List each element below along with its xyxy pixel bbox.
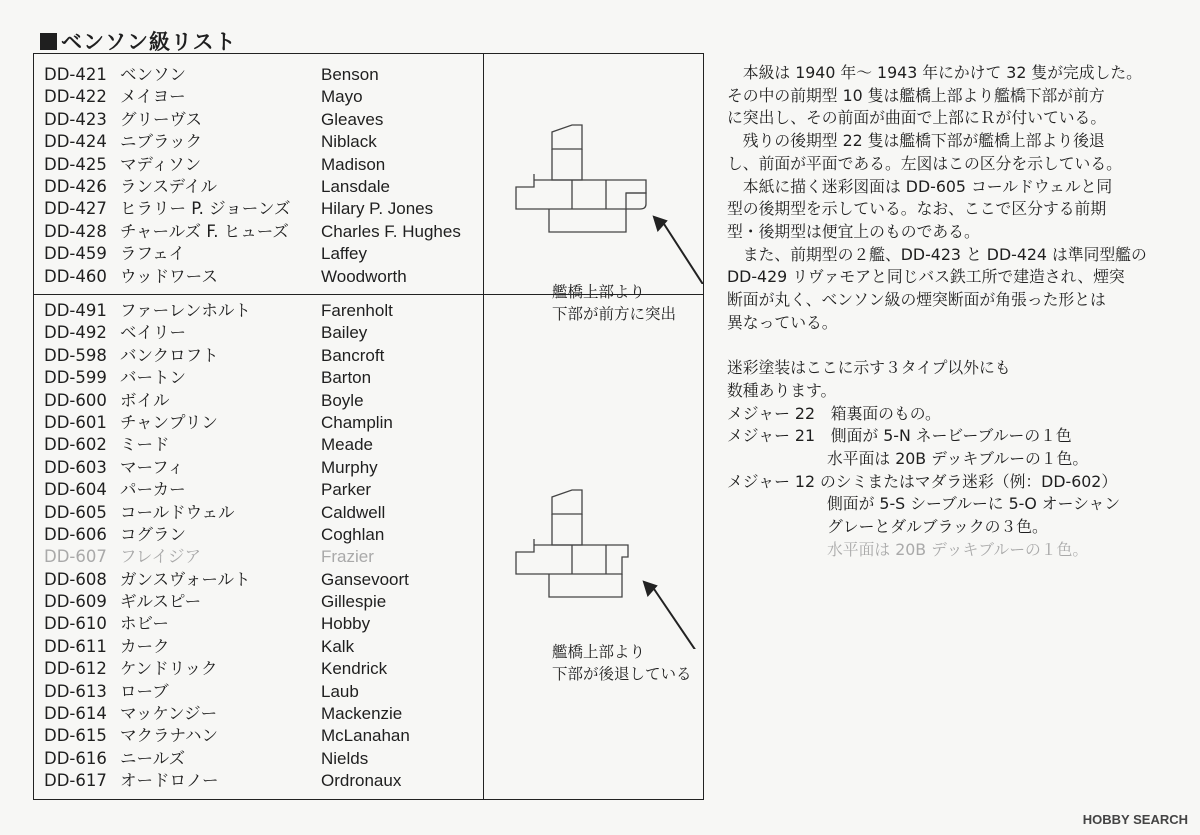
- diagram-early-line2: 下部が前方に突出: [552, 305, 677, 323]
- ship-name-en: Bancroft: [321, 345, 385, 365]
- ship-name-jp: ミード: [120, 435, 170, 455]
- ship-name-jp: ローブ: [120, 681, 169, 701]
- ship-row: [44, 569, 484, 591]
- bridge-late-svg: [504, 489, 734, 649]
- hull-number: DD-421: [44, 65, 107, 84]
- ship-name-jp: ケンドリック: [120, 659, 218, 679]
- class-description: [727, 62, 1177, 334]
- hull-number: DD-613: [44, 681, 107, 701]
- hull-number: DD-598: [44, 345, 107, 365]
- ship-name-en: Gillespie: [321, 592, 387, 612]
- hull-number: DD-599: [44, 368, 107, 388]
- ship-list-table: [33, 53, 704, 800]
- ship-name-en: Niblack: [321, 132, 377, 152]
- description-line: 断面が丸く、ベンソン級の煙突断面が角張った形とは: [727, 290, 1106, 310]
- hull-number: DD-609: [44, 592, 107, 612]
- ship-name-en: Frazier: [321, 547, 374, 567]
- hull-number: DD-614: [44, 704, 107, 724]
- ship-name-en: Kalk: [321, 636, 355, 656]
- ship-name-jp: バートン: [120, 368, 186, 388]
- hull-number: DD-425: [44, 154, 107, 174]
- ship-row: [44, 154, 484, 176]
- title-text: ベンソン級リスト: [61, 30, 237, 54]
- ship-name-en: Hilary P. Jones: [321, 199, 434, 219]
- ship-name-en: Meade: [321, 435, 373, 455]
- camo-intro-line2: 数種あります。: [727, 380, 837, 400]
- ship-row: [44, 636, 484, 658]
- ship-row: [44, 658, 484, 680]
- ship-name-en: Bailey: [321, 323, 368, 343]
- ship-name-en: Charles F. Hughes: [321, 221, 461, 241]
- ship-name-jp: ガンスヴォールト: [120, 569, 251, 589]
- ship-row: [44, 243, 484, 265]
- ship-name-jp: マッケンジー: [120, 704, 218, 724]
- hull-number: DD-491: [44, 301, 107, 320]
- ship-name-jp: フレイジア: [120, 547, 202, 567]
- ship-row: [44, 345, 484, 367]
- description-line: また、前期型の２艦、DD-423 と DD-424 は準同型艦の: [727, 244, 1147, 264]
- ship-row: [44, 176, 484, 198]
- bridge-diagram-early: [504, 124, 734, 354]
- description-line: 型の後期型を示している。なお、ここで区分する前期: [727, 199, 1107, 219]
- ship-row: [44, 322, 484, 344]
- ship-row: [44, 770, 484, 792]
- ship-name-en: Ordronaux: [321, 771, 402, 791]
- description-line: その中の前期型 10 隻は艦橋上部より艦橋下部が前方: [727, 85, 1105, 105]
- description-line: 型・後期型は便宜上のものである。: [727, 221, 980, 241]
- ship-name-jp: ギルスピー: [120, 592, 202, 612]
- description-line: 本紙に描く迷彩図面は DD-605 コールドウェルと同: [727, 176, 1113, 196]
- ship-name-jp: ベイリー: [120, 323, 186, 343]
- ship-name-en: Woodworth: [321, 266, 407, 286]
- hull-number: DD-616: [44, 748, 107, 768]
- ship-name-en: McLanahan: [321, 726, 410, 746]
- ship-name-en: Hobby: [321, 614, 371, 634]
- ship-name-jp: マディソン: [120, 154, 202, 174]
- ship-name-jp: カーク: [120, 636, 170, 656]
- hull-number: DD-604: [44, 480, 107, 500]
- measure-12-line2: 側面が 5-S シーブルーに 5-O オーシャン: [827, 494, 1121, 514]
- hull-number: DD-426: [44, 176, 107, 196]
- ship-name-en: Mayo: [321, 87, 363, 107]
- ship-row: [44, 502, 484, 524]
- ship-name-jp: チャールズ F. ヒューズ: [120, 221, 289, 241]
- diagram-late-line2: 下部が後退している: [552, 665, 692, 683]
- ship-name-en: Champlin: [321, 412, 393, 432]
- measure-21-line1: メジャー 21 側面が 5-N ネービーブルーの１色: [727, 426, 1072, 446]
- camo-intro-line1: 迷彩塗装はここに示す３タイプ以外にも: [727, 358, 1011, 378]
- ship-row: [44, 198, 484, 220]
- ship-name-jp: ホビー: [120, 614, 169, 634]
- ship-name-jp: バンクロフト: [120, 345, 219, 365]
- hull-number: DD-600: [44, 390, 107, 410]
- ship-row: [44, 109, 484, 131]
- ship-name-jp: グリーヴス: [120, 109, 203, 129]
- bridge-early-svg: [504, 124, 734, 284]
- ship-name-jp: オードロノー: [120, 771, 219, 791]
- hull-number: DD-611: [44, 636, 107, 656]
- watermark-text: HOBBY SEARCH: [1082, 812, 1188, 827]
- ship-name-jp: ファーレンホルト: [120, 301, 251, 320]
- ship-row: [44, 591, 484, 613]
- ship-name-jp: マクラナハン: [120, 726, 219, 746]
- ship-row: [44, 681, 484, 703]
- diagram-early-label: [552, 281, 676, 325]
- ship-name-jp: ニールズ: [120, 748, 186, 768]
- description-line: 本級は 1940 年〜 1943 年にかけて 32 隻が完成した。: [727, 63, 1142, 82]
- hull-number: DD-459: [44, 244, 107, 264]
- ship-name-jp: ランスデイル: [120, 176, 218, 196]
- ship-name-en: Caldwell: [321, 502, 386, 522]
- measure-22-line: メジャー 22 箱裏面のもの。: [727, 403, 941, 423]
- ship-name-jp: ベンソン: [120, 65, 186, 84]
- measure-12-line3: グレーとダルブラックの３色。: [827, 517, 1048, 537]
- ship-name-jp: メイヨー: [120, 87, 186, 107]
- ship-name-en: Gleaves: [321, 109, 384, 129]
- ship-row: [44, 434, 484, 456]
- ship-row: [44, 131, 484, 153]
- description-line: 残りの後期型 22 隻は艦橋下部が艦橋上部より後退: [727, 131, 1105, 151]
- hull-number: DD-605: [44, 502, 107, 522]
- ship-name-en: Gansevoort: [321, 569, 409, 589]
- ship-name-jp: マーフィ: [120, 457, 184, 477]
- description-line: DD-429 リヴァモアと同じバス鉄工所で建造され、煙突: [727, 267, 1125, 287]
- hull-number: DD-601: [44, 412, 107, 432]
- hull-number: DD-606: [44, 524, 107, 544]
- hull-number: DD-617: [44, 771, 107, 791]
- hull-number: DD-602: [44, 435, 107, 455]
- ship-row: [44, 390, 484, 412]
- hull-number: DD-615: [44, 726, 107, 746]
- hull-number: DD-610: [44, 614, 107, 634]
- ship-row: [44, 546, 484, 568]
- hull-number: DD-424: [44, 132, 107, 152]
- ship-name-en: Barton: [321, 368, 372, 388]
- ship-name-en: Benson: [321, 65, 379, 84]
- ship-row: [44, 86, 484, 108]
- measure-12-line1: メジャー 12 のシミまたはマダラ迷彩（例：DD-602）: [727, 471, 1118, 491]
- notes-section: [727, 62, 1177, 561]
- bridge-diagram-late: [504, 489, 734, 719]
- description-line: し、前面が平面である。左図はこの区分を示している。: [727, 153, 1122, 173]
- ship-name-jp: ニブラック: [120, 132, 203, 152]
- ship-row: [44, 457, 484, 479]
- ship-row: [44, 703, 484, 725]
- hull-number: DD-603: [44, 457, 107, 477]
- description-line: 異なっている。: [727, 312, 838, 332]
- ship-name-en: Parker: [321, 480, 372, 500]
- ship-name-en: Farenholt: [321, 301, 393, 320]
- hull-number: DD-460: [44, 266, 107, 286]
- hull-number: DD-612: [44, 659, 107, 679]
- ship-name-en: Boyle: [321, 390, 364, 410]
- hull-number: DD-422: [44, 87, 107, 107]
- hull-number: DD-428: [44, 221, 107, 241]
- measure-21-line2: 水平面は 20B デッキブルーの１色。: [827, 448, 1089, 468]
- ship-name-jp: ウッドワース: [120, 266, 218, 286]
- ship-name-en: Laffey: [321, 244, 368, 264]
- watermark-logo: [1083, 812, 1188, 827]
- ship-row: [44, 221, 484, 243]
- ship-row: [44, 613, 484, 635]
- hull-number: DD-608: [44, 569, 107, 589]
- ship-row: [44, 748, 484, 770]
- measure-12-line4: 水平面は 20B デッキブルーの１色。: [827, 539, 1089, 559]
- hull-number: DD-492: [44, 323, 107, 343]
- ship-row: [44, 479, 484, 501]
- ship-name-en: Lansdale: [321, 176, 391, 196]
- early-type-list: [44, 64, 484, 288]
- ship-name-jp: コールドウェル: [120, 502, 235, 522]
- ship-name-jp: ヒラリー P. ジョーンズ: [120, 199, 291, 219]
- ship-row: [44, 524, 484, 546]
- ship-name-en: Laub: [321, 681, 359, 701]
- ship-row: [44, 725, 484, 747]
- diagram-late-line1: 艦橋上部より: [552, 643, 646, 661]
- hull-number: DD-607: [44, 547, 107, 567]
- description-line: に突出し、その前面が曲面で上部にＲが付いている。: [727, 108, 1107, 128]
- ship-name-en: Murphy: [321, 457, 378, 477]
- hull-number: DD-423: [44, 109, 107, 129]
- ship-name-en: Madison: [321, 154, 386, 174]
- diagram-late-label: [552, 641, 692, 685]
- ship-row: [44, 300, 484, 322]
- ship-row: [44, 412, 484, 434]
- ship-row: [44, 367, 484, 389]
- ship-row: [44, 266, 484, 288]
- title-square-icon: [40, 33, 57, 50]
- ship-name-jp: コグラン: [120, 524, 186, 544]
- hull-number: DD-427: [44, 199, 107, 219]
- ship-name-jp: パーカー: [120, 480, 186, 500]
- ship-name-jp: ボイル: [120, 390, 170, 410]
- ship-name-en: Mackenzie: [321, 704, 403, 724]
- ship-name-jp: チャンプリン: [120, 412, 218, 432]
- ship-name-en: Nields: [321, 748, 369, 768]
- page-title: [40, 26, 237, 56]
- ship-name-en: Coghlan: [321, 524, 385, 544]
- ship-name-en: Kendrick: [321, 659, 388, 679]
- diagram-early-line1: 艦橋上部より: [552, 283, 646, 301]
- late-type-list: [44, 300, 484, 793]
- ship-row: [44, 64, 484, 86]
- ship-name-jp: ラフェイ: [120, 244, 186, 264]
